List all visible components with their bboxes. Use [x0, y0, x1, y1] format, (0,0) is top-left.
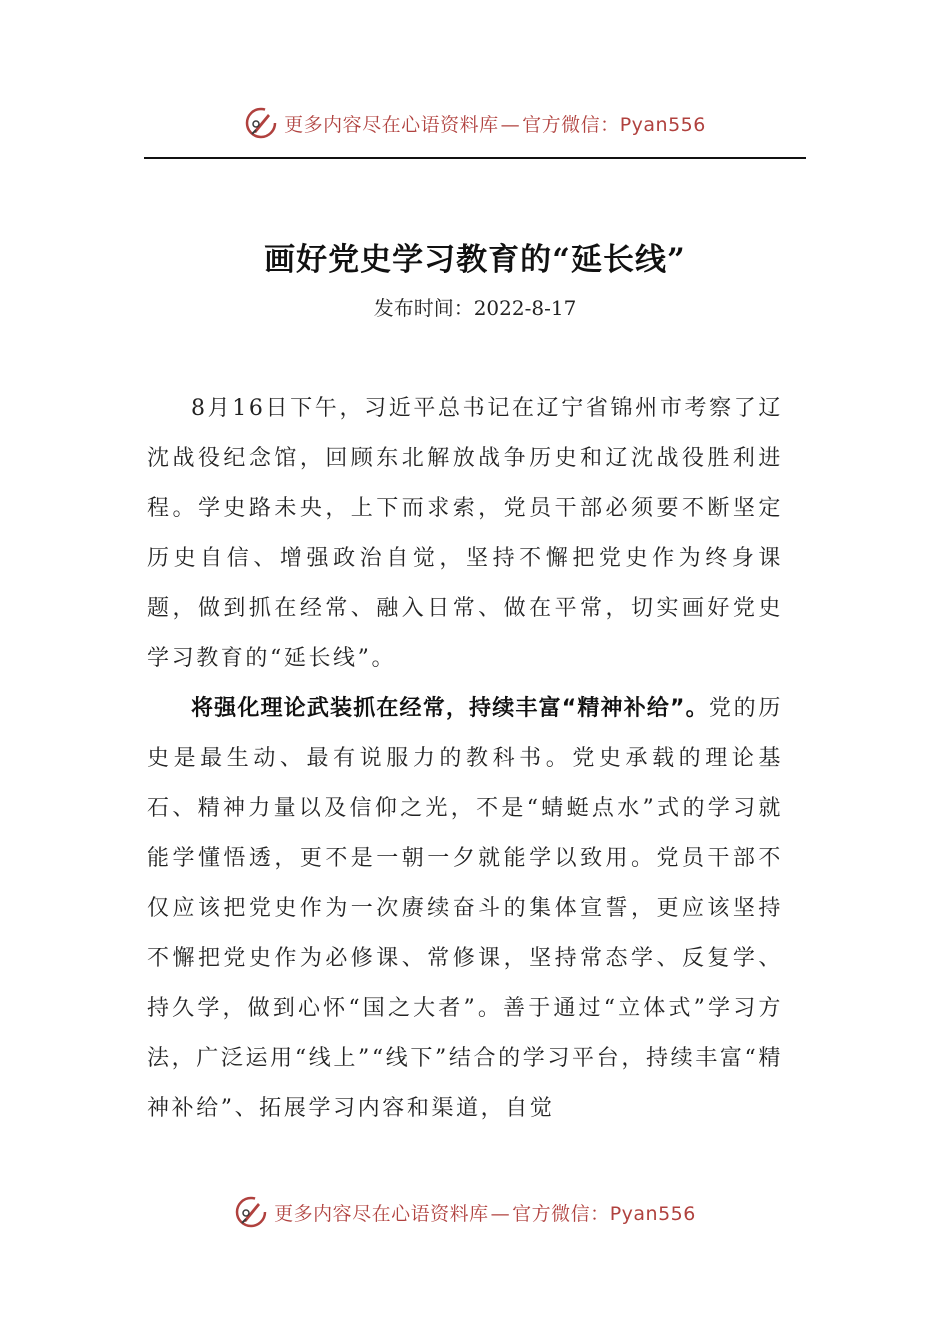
publish-date: 发布时间：2022-8-17 — [373, 296, 577, 320]
section-heading: 将强化理论武装抓在经常，持续丰富“精神补给”。 — [191, 696, 709, 721]
banner-slogan: 更多内容尽在心语资料库 — [284, 113, 499, 136]
paragraph-intro: 8月16日下午，习近平总书记在辽宁省锦州市考察了辽沈战役纪念馆，回顾东北解放战争历史和辽沈战役胜利进程。学史路未央，上下而求索，党员干部必须要不断坚定历史自信、增强政治自觉，坚持不懈把党史作为终身课题，做到抓在经常、融入日常、做在平常，切实画好党史学习教育的“延长线”。 — [147, 396, 783, 671]
quill-seal-icon — [234, 1195, 268, 1229]
page-title: 画好党史学习教育的“延长线” — [264, 242, 686, 278]
footer-banner — [0, 1192, 940, 1232]
banner-wechat-id: Pyan556 — [609, 1202, 696, 1225]
banner-slogan: 更多内容尽在心语资料库 — [274, 1202, 489, 1225]
banner-wechat-id: Pyan556 — [619, 113, 706, 136]
article-body — [147, 384, 783, 1134]
section-body: 党的历史是最生动、最有说服力的教科书。党史承载的理论基石、精神力量以及信仰之光，不是“蜻蜓点水”式的学习就能学懂悟透，更不是一朝一夕就能学以致用。党员干部不仅应该把党史作为一次赓续奋斗的集体宣誓，更应该坚持不懈把党史作为必修课、常修课，坚持常态学、反复学、持久学，做到心怀“国之大者”。善于通过“立体式”学习方法，广泛运用“线上”“线下”结合的学习平台，持续丰富“精神补给”、拓展学习内容和渠道，自觉 — [147, 696, 784, 1121]
header-banner-text — [284, 110, 706, 137]
quill-seal-icon — [244, 106, 278, 140]
banner-wechat-label: 官方微信： — [522, 113, 620, 136]
banner-wechat-label: 官方微信： — [512, 1202, 610, 1225]
paragraph-section-1 — [147, 684, 783, 1134]
footer-banner-text — [274, 1199, 696, 1226]
header-banner — [0, 103, 950, 143]
banner-separator: — — [500, 113, 521, 136]
banner-separator: — — [490, 1202, 511, 1225]
header-divider — [144, 157, 806, 159]
